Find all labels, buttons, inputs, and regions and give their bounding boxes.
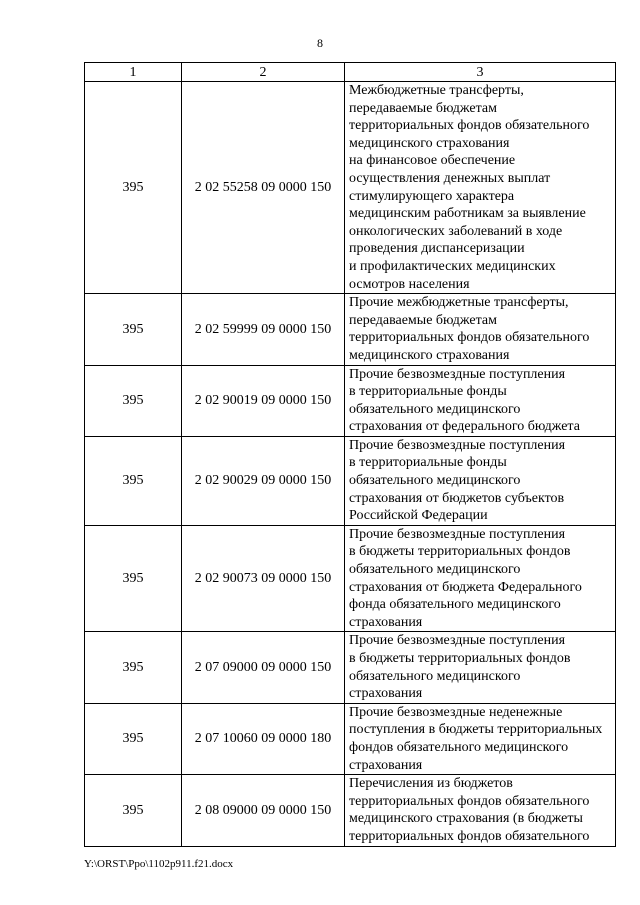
page-number: 8	[317, 36, 323, 50]
description-line: страхования	[349, 757, 423, 773]
description-line: на финансовое обеспечение	[349, 153, 516, 169]
description-line: передаваемые бюджетам	[349, 100, 497, 116]
description-line: страхования от бюджета Федерального	[349, 579, 582, 595]
header-col-2: 2	[182, 63, 345, 82]
description-line: территориальных фондов обязательного	[349, 793, 590, 809]
description-line: Российской Федерации	[349, 508, 488, 524]
admin-code-cell: 395	[85, 82, 182, 294]
table-row	[85, 294, 616, 365]
budget-classification-code-cell: 2 07 10060 09 0000 180	[182, 703, 345, 774]
description-line: в территориальные фонды	[349, 455, 507, 471]
description-line: обязательного медицинского	[349, 401, 521, 417]
budget-classification-code-cell: 2 02 59999 09 0000 150	[182, 294, 345, 365]
description-line: в бюджеты территориальных фондов	[349, 651, 571, 666]
budget-codes-table	[84, 62, 616, 847]
income-description-cell	[345, 365, 616, 436]
table-row	[85, 82, 616, 294]
description-line: Прочие межбюджетные трансферты,	[349, 295, 569, 311]
description-line: Прочие безвозмездные поступления	[349, 633, 566, 649]
description-line: территориальных фондов обязательного	[349, 330, 590, 346]
description-line: обязательного медицинского	[349, 562, 521, 578]
description-line: осмотров населения	[349, 276, 470, 292]
description-line: и профилактических медицинских	[349, 258, 556, 274]
admin-code-cell: 395	[85, 703, 182, 774]
description-line: передаваемые бюджетам	[349, 312, 497, 328]
income-description-cell	[345, 82, 616, 294]
description-line: медицинского страхования	[349, 347, 510, 363]
budget-classification-code-cell: 2 02 90019 09 0000 150	[182, 365, 345, 436]
table-row	[85, 703, 616, 774]
income-description-cell	[345, 775, 616, 846]
budget-classification-code-cell: 2 02 90029 09 0000 150	[182, 436, 345, 525]
description-line: Прочие безвозмездные поступления	[349, 526, 566, 542]
table-header-row	[85, 63, 616, 82]
table-row	[85, 525, 616, 632]
budget-classification-code-cell: 2 08 09000 09 0000 150	[182, 775, 345, 846]
admin-code-cell: 395	[85, 525, 182, 632]
description-line: онкологических заболеваний в ходе	[349, 223, 563, 239]
admin-code-cell: 395	[85, 775, 182, 846]
description-line: медицинского страхования (в бюджеты	[349, 811, 583, 827]
description-line: медицинским работникам за выявление	[349, 206, 586, 222]
table-row	[85, 365, 616, 436]
description-line: проведения диспансеризации	[349, 241, 525, 257]
description-line: осуществления денежных выплат	[349, 170, 551, 186]
description-line: фонда обязательного медицинского	[349, 597, 561, 613]
header-col-3: 3	[345, 63, 616, 82]
admin-code-cell: 395	[85, 436, 182, 525]
table-row	[85, 632, 616, 703]
description-line: Прочие безвозмездные неденежные	[349, 704, 563, 720]
income-description-cell	[345, 703, 616, 774]
header-col-1: 1	[85, 63, 182, 82]
budget-classification-code-cell: 2 02 90073 09 0000 150	[182, 525, 345, 632]
income-description-cell	[345, 436, 616, 525]
description-line: в территориальные фонды	[349, 384, 507, 400]
budget-classification-code-cell: 2 02 55258 09 0000 150	[182, 82, 345, 294]
description-line: территориальных фондов обязательного	[349, 118, 590, 134]
admin-code-cell: 395	[85, 365, 182, 436]
document-path-footer: Y:\ORST\Ppo\1102p911.f21.docx	[84, 858, 234, 870]
description-line: медицинского страхования	[349, 135, 510, 151]
description-line: страхования	[349, 686, 423, 702]
admin-code-cell: 395	[85, 294, 182, 365]
income-description-cell	[345, 632, 616, 703]
description-line: страхования от бюджетов субъектов	[349, 490, 565, 506]
description-line: страхования от федерального бюджета	[349, 419, 580, 435]
budget-classification-code-cell: 2 07 09000 09 0000 150	[182, 632, 345, 703]
income-description-cell	[345, 294, 616, 365]
description-line: страхования	[349, 614, 423, 630]
table-row	[85, 436, 616, 525]
description-line: фондов обязательного медицинского	[349, 739, 569, 755]
description-line: стимулирующего характера	[349, 188, 515, 204]
description-line: Прочие безвозмездные поступления	[349, 366, 566, 382]
description-line: в бюджеты территориальных фондов	[349, 544, 571, 560]
income-description-cell	[345, 525, 616, 632]
admin-code-cell: 395	[85, 632, 182, 703]
table-row	[85, 775, 616, 846]
description-line: обязательного медицинского	[349, 668, 521, 684]
description-line: обязательного медицинского	[349, 473, 521, 489]
description-line: поступления в бюджеты территориальных	[349, 722, 603, 738]
description-line: территориальных фондов обязательного	[349, 828, 590, 844]
description-line: Перечисления из бюджетов	[349, 776, 513, 792]
description-line: Межбюджетные трансферты,	[349, 83, 524, 98]
description-line: Прочие безвозмездные поступления	[349, 437, 566, 453]
